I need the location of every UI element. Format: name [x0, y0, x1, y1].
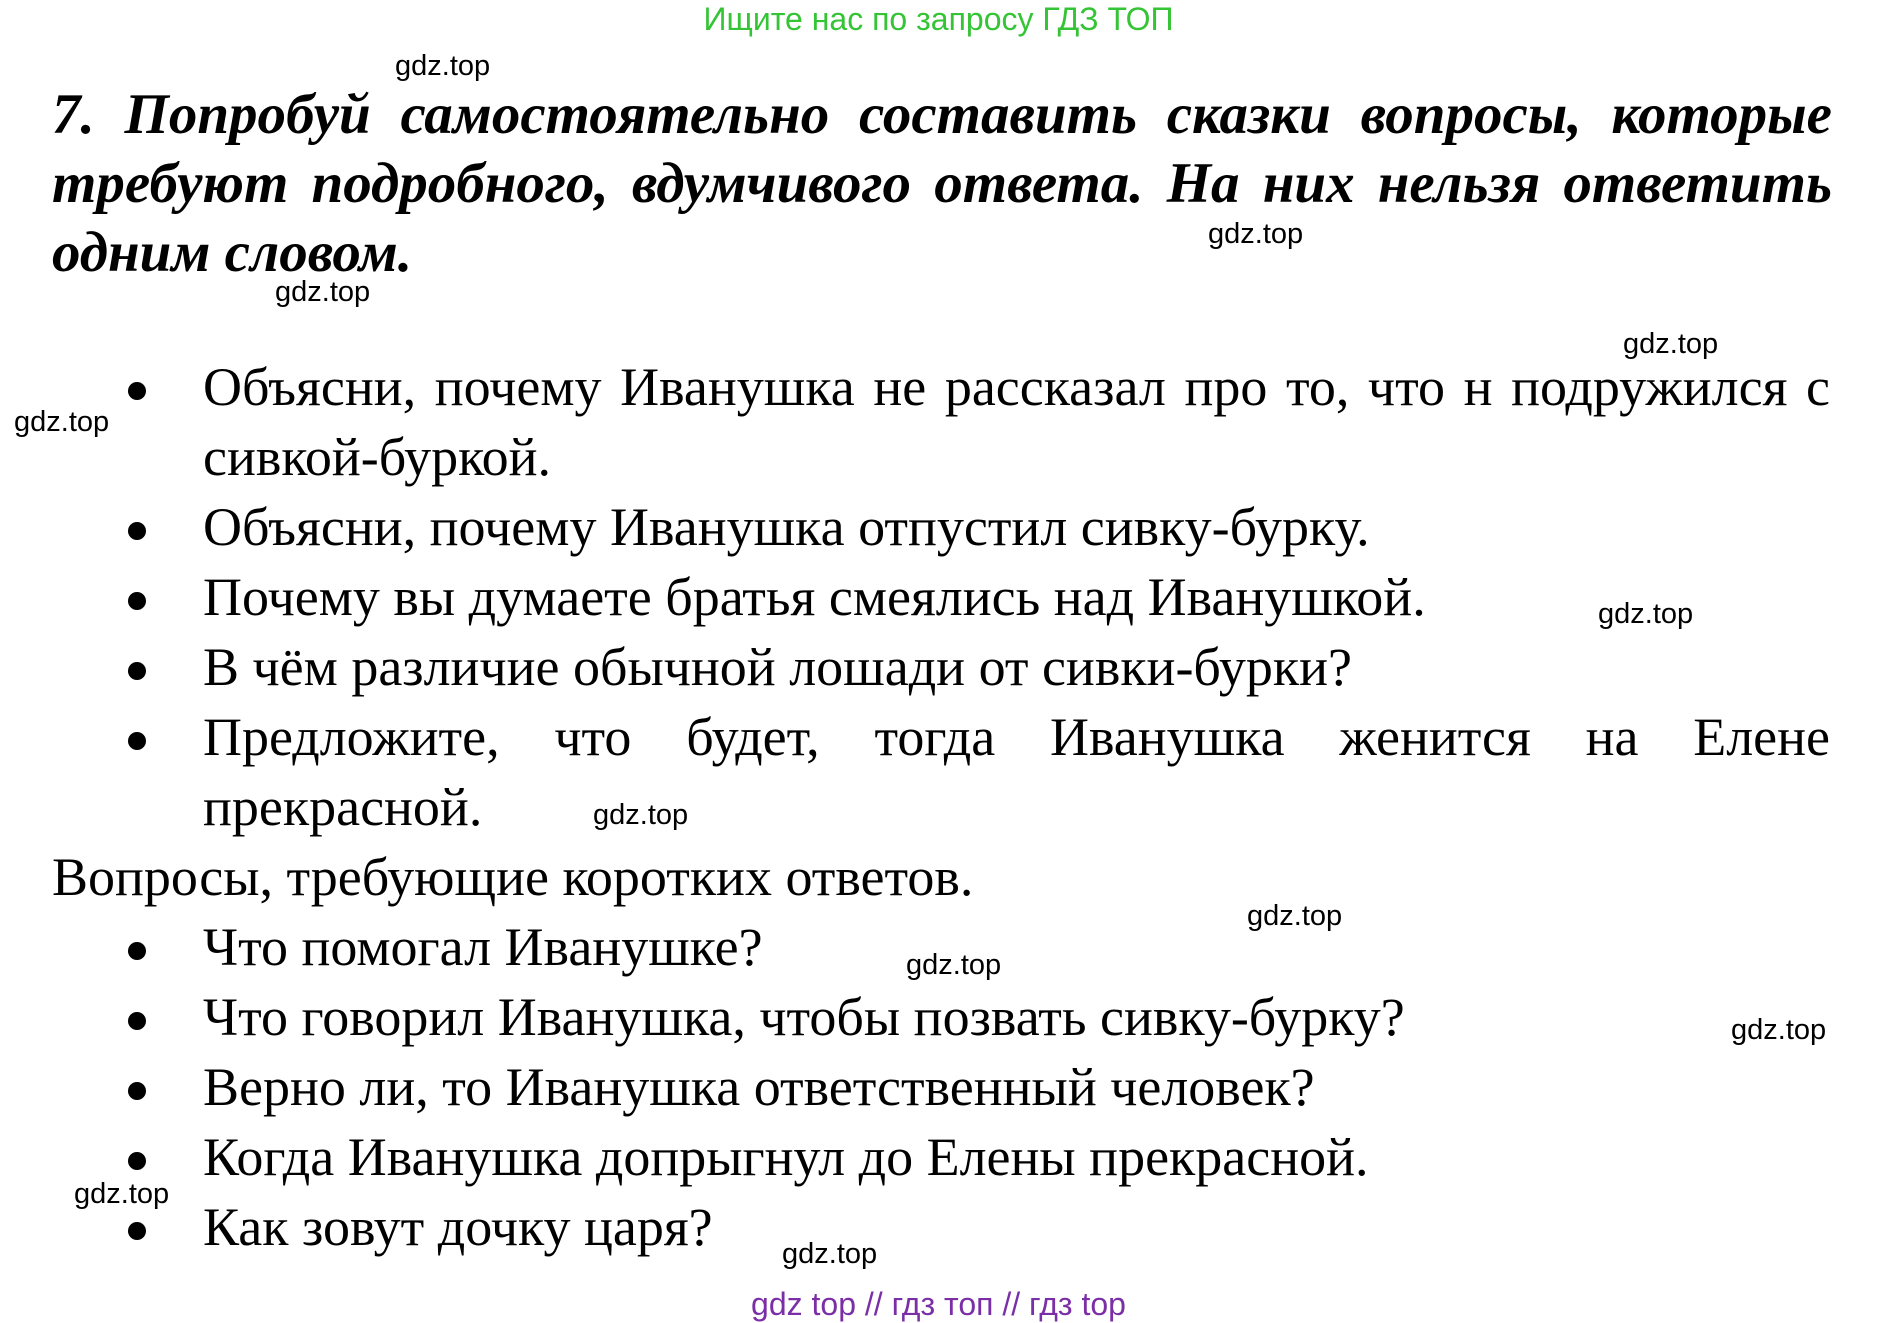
question-text: Как зовут дочку царя?	[203, 1197, 713, 1257]
question-text: Предложите, что будет, тогда Иванушка женится на Елене прекрасной.	[203, 707, 1830, 837]
watermark: gdz.top	[906, 949, 1002, 981]
banner-text: Ищите нас по запросу ГДЗ ТОП	[703, 1, 1174, 37]
bullet-icon	[128, 662, 146, 680]
bullet-icon	[128, 592, 146, 610]
bullet-icon	[128, 1082, 146, 1100]
watermark: gdz.top	[1731, 1014, 1827, 1046]
list-item	[0, 562, 1830, 632]
task-heading: 7. Попробуй самостоятельно составить сказки вопросы, которые требуют подробного, вдумчивого ответа. На них нельзя ответить одним словом.	[52, 83, 1832, 284]
bullet-icon	[128, 1012, 146, 1030]
watermark: gdz.top	[593, 799, 689, 831]
watermark: gdz.top	[14, 406, 110, 438]
bullet-icon	[128, 382, 146, 400]
watermark: gdz.top	[782, 1238, 878, 1270]
footer	[0, 1285, 1877, 1323]
list-item	[0, 352, 1830, 492]
question-text: Почему вы думаете братья смеялись над Иванушкой.	[203, 567, 1426, 627]
bullet-icon	[128, 1152, 146, 1170]
footer-text: gdz top // гдз топ // гдз top	[751, 1286, 1126, 1322]
question-text: Верно ли, то Иванушка ответственный человек?	[203, 1057, 1315, 1117]
question-text: В чём различие обычной лошади от сивки-бурки?	[203, 637, 1352, 697]
list-item	[0, 1192, 1830, 1262]
watermark: gdz.top	[1208, 218, 1304, 250]
bullet-icon	[128, 942, 146, 960]
detailed-questions-list	[0, 352, 1830, 842]
question-text: Когда Иванушка допрыгнул до Елены прекрасной.	[203, 1127, 1369, 1187]
list-item	[0, 1052, 1830, 1122]
list-item	[0, 632, 1830, 702]
watermark: gdz.top	[275, 276, 371, 308]
question-text: Что помогал Иванушке?	[203, 917, 763, 977]
watermark: gdz.top	[1623, 328, 1719, 360]
watermark: gdz.top	[74, 1178, 170, 1210]
list-item	[0, 702, 1830, 842]
bullet-icon	[128, 732, 146, 750]
list-item	[0, 1122, 1830, 1192]
question-text: Объясни, почему Иванушка не рассказал про то, что н подружился с сивкой-буркой.	[203, 357, 1830, 487]
list-item	[0, 492, 1830, 562]
watermark: gdz.top	[1598, 598, 1694, 630]
top-banner	[0, 0, 1877, 38]
bullet-icon	[128, 522, 146, 540]
short-answers-heading: Вопросы, требующие коротких ответов.	[52, 847, 974, 907]
question-text: Объясни, почему Иванушка отпустил сивку-бурку.	[203, 497, 1370, 557]
bullet-icon	[128, 1222, 146, 1240]
list-item	[0, 982, 1830, 1052]
watermark: gdz.top	[1247, 900, 1343, 932]
question-text: Что говорил Иванушка, чтобы позвать сивку-бурку?	[203, 987, 1405, 1047]
watermark: gdz.top	[395, 50, 491, 82]
